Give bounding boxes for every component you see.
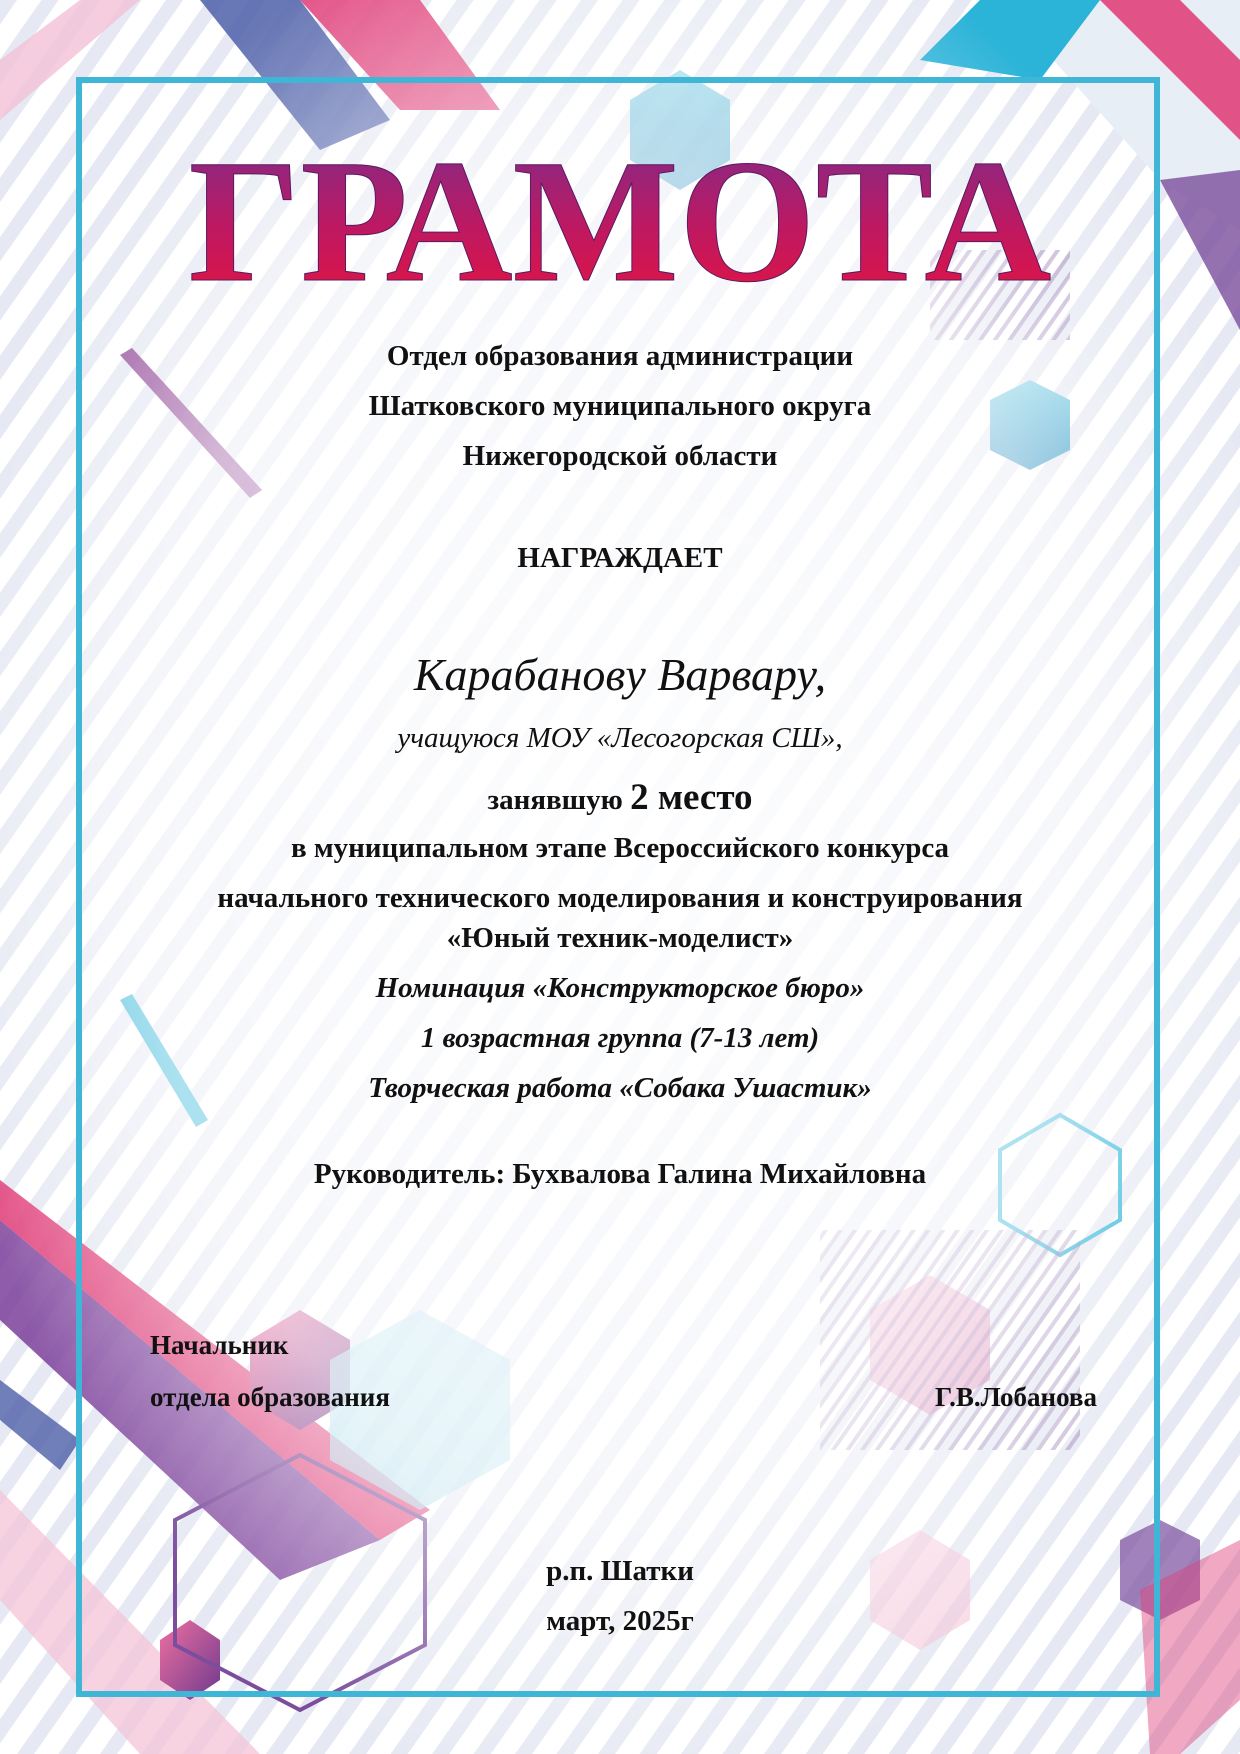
recipient-school: учащуюся МОУ «Лесогорская СШ», [397, 722, 843, 754]
nomination: Номинация «Конструкторское бюро» [375, 972, 865, 1004]
age-group: 1 возрастная группа (7-13 лет) [420, 1022, 820, 1054]
place-value: 2 место [630, 777, 753, 818]
footer-date: март, 2025г [546, 1605, 694, 1637]
signer-position-line-2: отдела образования [150, 1382, 390, 1412]
certificate-title [0, 130, 1240, 310]
org-line-2: Шатковского муниципального округа [368, 390, 872, 422]
signer-name: Г.В.Лобанова [934, 1382, 1097, 1412]
title-text: ГРАМОТА [188, 130, 1052, 310]
place-line [0, 776, 1240, 819]
place-prefix: занявшую [487, 784, 631, 816]
org-line-1: Отдел образования администрации [386, 340, 854, 372]
signer-position-line-1: Начальник [150, 1330, 289, 1360]
contest-line-1: в муниципальном этапе Всероссийского конкурса [290, 832, 950, 864]
awards-label: НАГРАЖДАЕТ [517, 542, 723, 574]
supervisor: Руководитель: Бухвалова Галина Михайловна [313, 1158, 927, 1190]
footer-place: р.п. Шатки [546, 1555, 694, 1587]
contest-line-3: «Юный техник-моделист» [446, 922, 794, 954]
recipient-name: Карабанову Варвару, [413, 649, 827, 700]
org-line-3: Нижегородской области [462, 440, 778, 472]
work-title: Творческая работа «Собака Ушастик» [368, 1072, 872, 1104]
contest-line-2: начального технического моделирования и конструирования [217, 882, 1023, 914]
